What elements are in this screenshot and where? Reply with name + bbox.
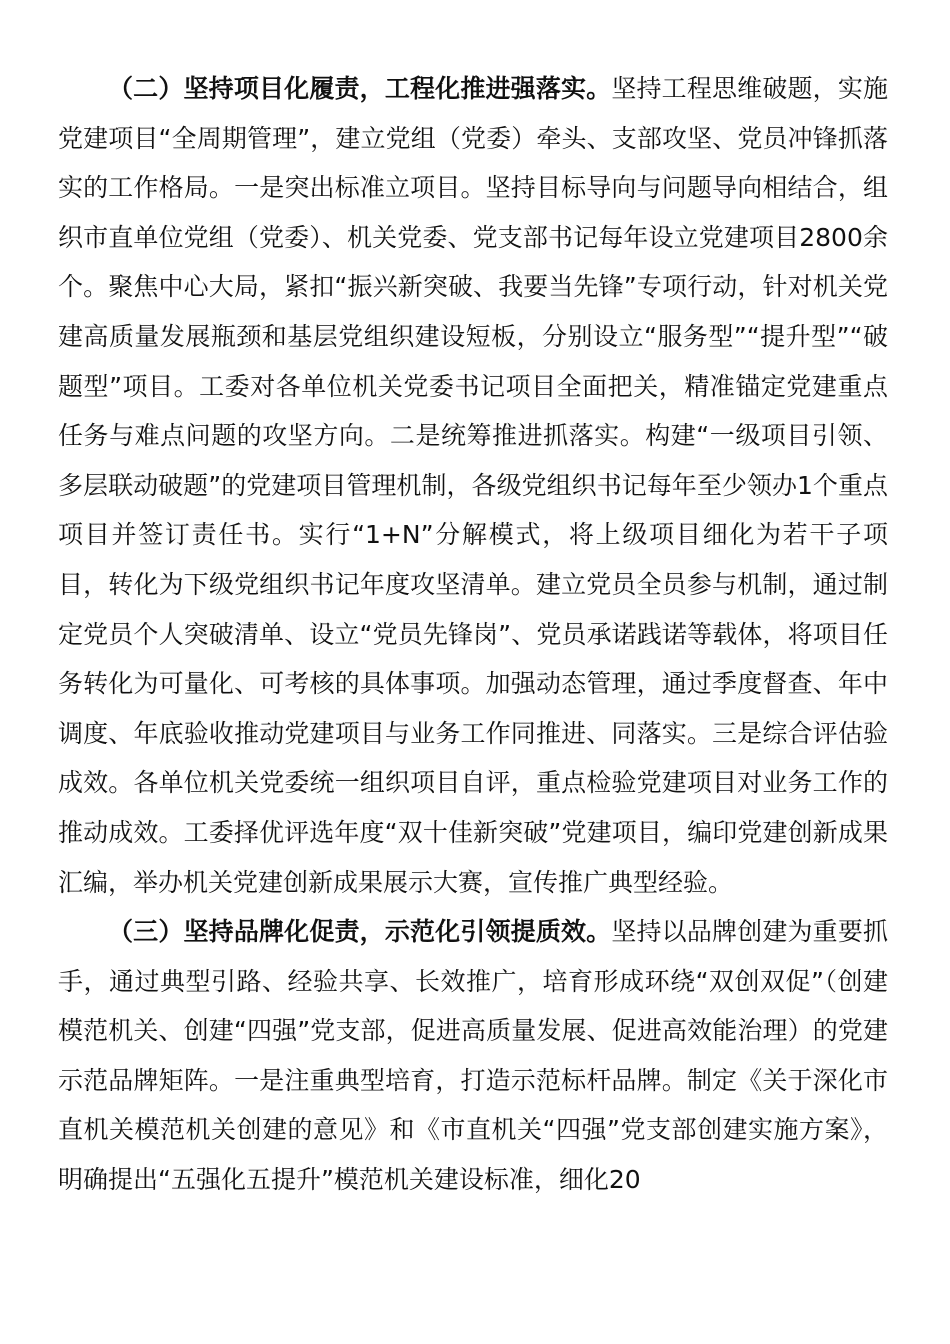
paragraph-text: 坚持以品牌创建为重要抓手，通过典型引路、经验共享、长效推广，培育形成环绕“双创双促”（创建模范机关、创建“四强”党支部，促进高质量发展、促进高效能治理）的党建示范品牌矩阵。一是注重典型培育，打造示范标杆品牌。制定《关于深化市直机关模范机关创建的意见》和《市直机关“四强”党支部创建实施方案》，明确提出“五强化五提升”模范机关建设标准，细化20 [58, 917, 888, 1195]
paragraph-heading: （三）坚持品牌化促责，示范化引领提质效。 [108, 917, 612, 947]
paragraph-text: 坚持工程思维破题，实施党建项目“全周期管理”，建立党组（党委）牵头、支部攻坚、党员冲锋抓落实的工作格局。一是突出标准立项目。坚持目标导向与问题导向相结合，组织市直单位党组（党委）、机关党委、党支部书记每年设立党建项目2800余个。聚焦中心大局，紧扣“振兴新突破、我要当先锋”专项行动，针对机关党建高质量发展瓶颈和基层党组织建设短板，分别设立“服务型”“提升型”“破题型”项目。工委对各单位机关党委书记项目全面把关，精准锚定党建重点任务与难点问题的攻坚方向。二是统筹推进抓落实。构建“一级项目引领、多层联动破题”的党建项目管理机制，各级党组织书记每年至少领办1个重点项目并签订责任书。实行“1+N”分解模式，将上级项目细化为若干子项目，转化为下级党组织书记年度攻坚清单。建立党员全员参与机制，通过制定党员个人突破清单、设立“党员先锋岗”、党员承诺践诺等载体，将项目任务转化为可量化、可考核的具体事项。加强动态管理，通过季度督查、年中调度、年底验收推动党建项目与业务工作同推进、同落实。三是综合评估验成效。各单位机关党委统一组织项目自评，重点检验党建项目对业务工作的推动成效。工委择优评选年度“双十佳新突破”党建项目，编印党建创新成果汇编，举办机关党建创新成果展示大赛，宣传推广典型经验。 [58, 74, 888, 897]
paragraph-heading: （二）坚持项目化履责，工程化推进强落实。 [108, 74, 612, 103]
paragraph-3 [58, 907, 888, 1205]
document-body [58, 64, 888, 1205]
paragraph-2 [58, 64, 888, 907]
